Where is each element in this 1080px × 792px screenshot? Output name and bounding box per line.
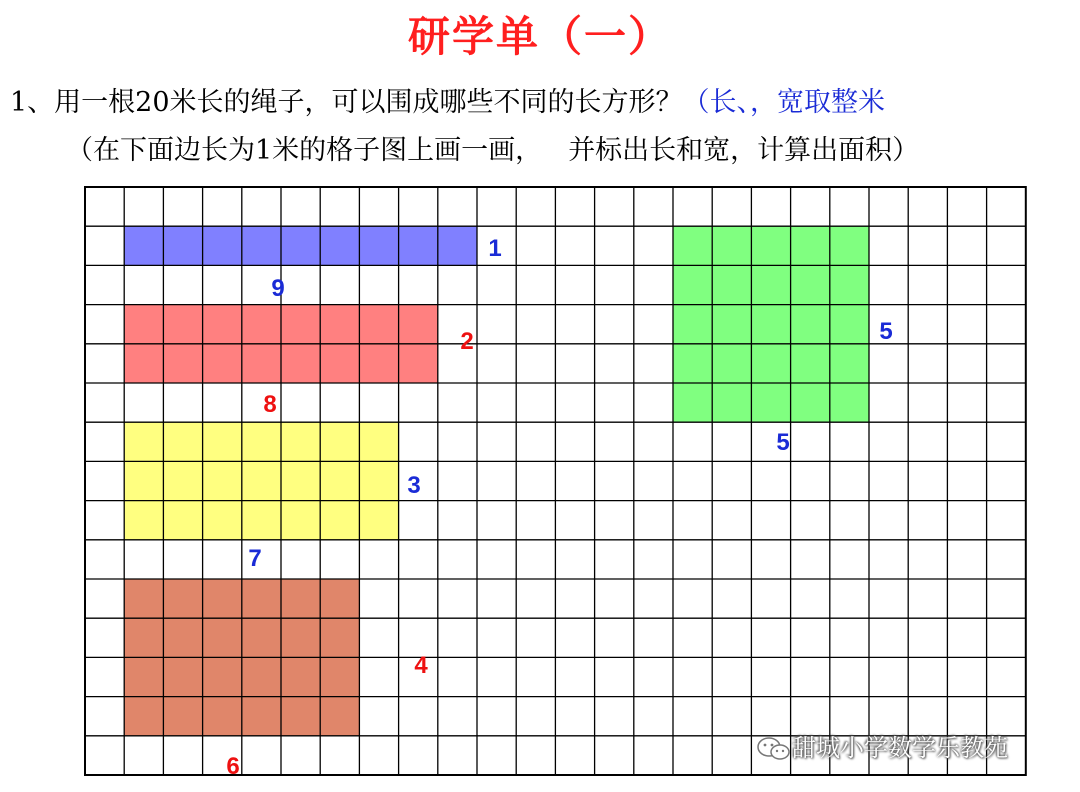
rect-5x5-width-label: 5 [879, 318, 893, 345]
rect-7x3-width-label: 3 [407, 472, 421, 499]
question-text: 1、用一根20米长的绳子，可以围成哪些不同的长方形？ [10, 87, 683, 118]
rect-8x2-length-label: 8 [263, 391, 277, 418]
page-title: 研学单（一） [407, 12, 672, 61]
rect-6x4-length-label: 6 [226, 753, 240, 780]
instruction-part-2: 并标出长和宽，计算出面积） [568, 135, 920, 166]
rect-7x3-length-label: 7 [248, 545, 262, 572]
rect-9x1-width-label: 1 [488, 235, 502, 262]
rect-5x5 [673, 226, 869, 422]
question-hint: （长、，宽取整米 [682, 87, 886, 118]
rect-8x2-width-label: 2 [460, 328, 474, 355]
rect-9x1-length-label: 9 [271, 275, 285, 302]
rect-6x4-width-label: 4 [414, 652, 428, 679]
wechat-icon [756, 736, 792, 762]
rect-9x1 [124, 226, 477, 265]
watermark [756, 728, 1008, 763]
rect-7x3 [124, 422, 398, 540]
instruction-part-1: （在下面边长为1米的格子图上画一画， [66, 135, 543, 166]
rect-5x5-length-label: 5 [776, 429, 790, 456]
watermark-text: 甜城小学数学乐教苑 [792, 734, 1008, 762]
